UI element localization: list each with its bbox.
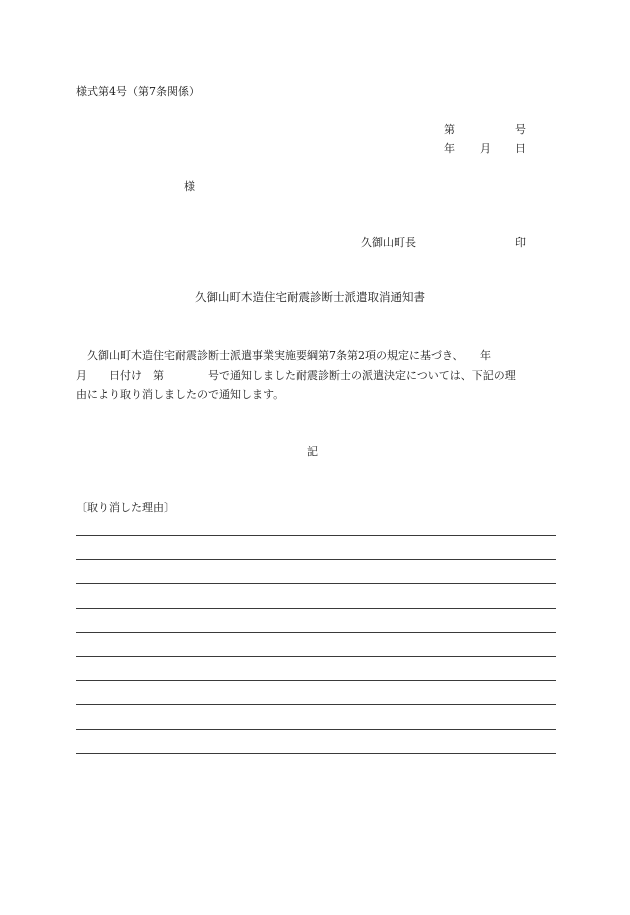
reason-write-line: [76, 704, 556, 705]
date-day-label: 日: [515, 142, 526, 155]
document-number-prefix: 第: [444, 123, 455, 136]
reason-write-line: [76, 535, 556, 536]
reason-write-line: [76, 656, 556, 657]
document-number-suffix: 号: [515, 123, 526, 136]
body-text-line: 久御山町木造住宅耐震診断士派遣事業実施要綱第7条第2項の規定に基づき、 年: [76, 349, 492, 362]
form-number: 様式第4号（第7条関係）: [76, 85, 200, 98]
reason-write-line: [76, 753, 556, 754]
reason-write-line: [76, 559, 556, 560]
reason-write-line: [76, 729, 556, 730]
recipient-honorific: 様: [184, 180, 195, 193]
notice-heading: 記: [307, 445, 318, 458]
reason-write-line: [76, 632, 556, 633]
issuer-title: 久御山町長: [361, 236, 416, 249]
reason-label: 〔取り消した理由〕: [76, 501, 175, 514]
body-text-line: 由により取り消しましたので通知します。: [76, 388, 285, 401]
date-month-label: 月: [480, 142, 491, 155]
reason-write-line: [76, 608, 556, 609]
reason-write-line: [76, 583, 556, 584]
date-year-label: 年: [444, 142, 455, 155]
document-title: 久御山町木造住宅耐震診断士派遣取消通知書: [195, 290, 425, 304]
body-text-line: 月 日付け 第 号で通知しました耐震診断士の派遣決定については、下記の理: [76, 369, 516, 382]
seal-mark: 印: [515, 236, 526, 249]
reason-write-line: [76, 680, 556, 681]
